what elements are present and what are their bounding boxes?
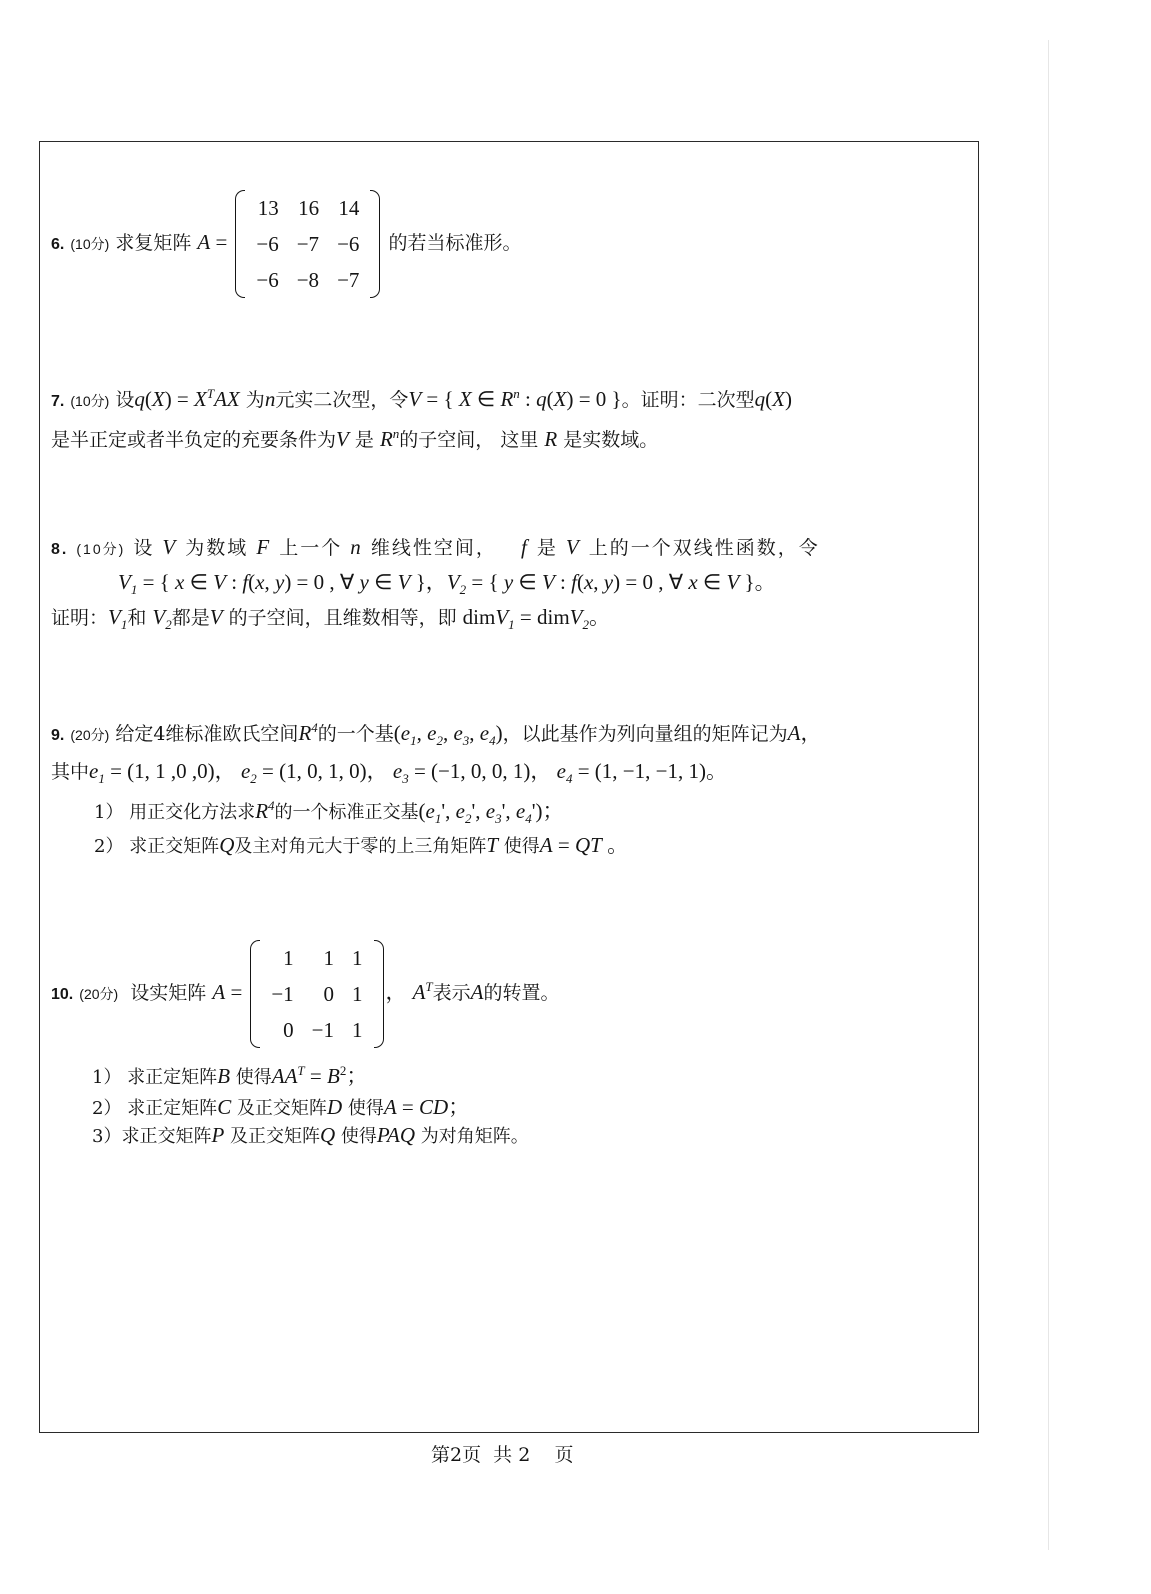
- q6-text: 求复矩阵: [115, 232, 192, 254]
- q10-text: 为对角矩阵。: [420, 1126, 529, 1147]
- question-number: 9.: [51, 727, 65, 744]
- q8-math: }。: [739, 570, 776, 594]
- q8-math: ∈: [184, 570, 214, 594]
- q9-math: $e_2$: [455, 799, 472, 827]
- q8-math: ∈: [368, 570, 398, 594]
- question-9-line-2: [51, 759, 727, 787]
- q10-text: 的转置。: [483, 982, 560, 1004]
- scan-edge-line: [1048, 40, 1049, 1550]
- q9-text: ，以此基作为列向量组的矩阵记为: [502, 723, 788, 745]
- q10-math: $AA^T$: [271, 1063, 305, 1088]
- q9-math: ,: [469, 721, 480, 745]
- matrix-entry: −8: [296, 268, 320, 292]
- q9-math: (: [393, 721, 401, 745]
- q9-math: ',: [471, 799, 486, 823]
- q10-text: 2） 求正定矩阵: [92, 1098, 218, 1119]
- q7-text: 是半正定或者半负定的充要条件为: [51, 429, 337, 451]
- q9-math: ,: [416, 721, 428, 745]
- q9-math: Q: [219, 833, 235, 857]
- q8-math: $V_2$: [446, 570, 467, 598]
- question-10: [51, 940, 559, 1048]
- q10-math: A: [212, 980, 226, 1004]
- q7-math: ): [784, 387, 792, 411]
- matrix-entry: 0: [323, 982, 335, 1006]
- q8-math: V: [397, 570, 411, 594]
- q8-math: ∈: [697, 570, 727, 594]
- question-points: (20分): [79, 986, 119, 1002]
- q8-math: ∈: [513, 570, 542, 594]
- q10-text: 使得: [347, 1098, 384, 1119]
- q8-math: ,: [593, 570, 604, 594]
- q8-math: x: [583, 570, 594, 594]
- q7-math: V: [336, 427, 349, 451]
- q7-math: q: [536, 387, 547, 411]
- q9-math: =: [552, 833, 575, 857]
- q8-math: f: [571, 570, 577, 594]
- question-9-item-2: [94, 829, 628, 859]
- q8-text: 都是: [171, 607, 210, 629]
- q8-math: 。: [589, 605, 610, 629]
- q9-math: QT: [574, 833, 602, 857]
- matrix-entry: 1: [352, 946, 363, 970]
- question-9-item-1: [94, 795, 564, 827]
- q9-text: 1） 用正交化方法求: [94, 802, 256, 823]
- exam-frame: [39, 141, 979, 1433]
- q9-math: 。: [601, 833, 629, 857]
- q7-math: ) =: [164, 387, 195, 411]
- q8-math: }，: [410, 570, 447, 594]
- matrix-entry: 1: [323, 946, 335, 970]
- q10-math: PAQ: [376, 1123, 416, 1147]
- q10-math: P: [211, 1123, 225, 1147]
- q8-text: 证明：: [51, 607, 109, 629]
- q8-math: ) = 0 , ∀: [613, 570, 689, 594]
- q10-math: B: [326, 1064, 340, 1088]
- matrix-entry: 1: [352, 982, 363, 1006]
- q8-math: y: [603, 570, 614, 594]
- matrix-entry: 0: [283, 1018, 294, 1042]
- q8-math: $V_2$: [152, 605, 172, 633]
- question-8-line-3: [51, 605, 610, 633]
- q10-math: C: [217, 1095, 232, 1119]
- q6-eq: =: [210, 230, 228, 254]
- q9-math: ',: [441, 799, 456, 823]
- matrix-a-q10: [248, 940, 385, 1048]
- q10-text: 使得: [340, 1126, 377, 1147]
- question-7: [51, 386, 792, 412]
- matrix-entry: −1: [271, 982, 294, 1006]
- q8-math: f: [520, 535, 529, 559]
- matrix-a-q6: [233, 190, 382, 298]
- q8-math: :: [554, 570, 572, 594]
- q8-text: 和: [127, 607, 153, 629]
- matrix-entry: −7: [337, 268, 360, 292]
- q7-math: ∈: [471, 387, 501, 411]
- q7-math: $X^TAX$: [194, 386, 240, 411]
- q8-math: y: [274, 570, 285, 594]
- q8-math: V: [213, 570, 226, 594]
- question-10-item-3: [92, 1122, 529, 1148]
- question-7-line-2: [51, 426, 658, 452]
- question-8-line-2: [118, 570, 776, 598]
- q8-math: V: [565, 535, 581, 559]
- q9-text: 其中: [51, 761, 90, 783]
- q10-math: A: [470, 980, 484, 1004]
- q7-text: 。证明：二次型: [621, 389, 755, 411]
- q8-math: $V_1$: [108, 605, 128, 633]
- q8-math: F: [256, 535, 272, 559]
- q10-text: 表示: [432, 982, 471, 1004]
- q10-text: 3）求正交矩阵: [92, 1126, 212, 1147]
- q10-text: 及正交矩阵: [236, 1098, 327, 1119]
- question-points: (10分): [76, 541, 126, 557]
- q8-text: 是: [536, 537, 558, 559]
- q9-math: = (1, 1 ,0 ,0)，: [104, 759, 241, 783]
- q9-math: $e_4$: [515, 799, 532, 827]
- question-9: [51, 720, 821, 749]
- q9-math: $e_2$: [240, 759, 257, 787]
- q7-math: (: [765, 387, 773, 411]
- q7-math: = {: [421, 387, 459, 411]
- q9-math: A: [787, 721, 801, 745]
- q6-math: A: [197, 230, 211, 254]
- matrix-entry: 16: [298, 196, 320, 220]
- q9-math: ,: [442, 721, 454, 745]
- q9-math: $e_3$: [485, 799, 502, 827]
- q9-math: T: [486, 833, 499, 857]
- q9-math: $R^4$: [298, 720, 318, 745]
- q10-math: A: [383, 1095, 397, 1119]
- q9-math: ')；: [531, 799, 564, 823]
- q8-math: ,: [264, 570, 275, 594]
- q10-text: 1） 求正定矩阵: [92, 1067, 218, 1088]
- q9-math: ',: [501, 799, 516, 823]
- q7-math: $R^n$: [500, 386, 520, 411]
- q10-text: 及正交矩阵: [230, 1126, 321, 1147]
- q10-text: 使得: [235, 1067, 272, 1088]
- question-points: (10分): [70, 393, 110, 409]
- q10-math: CD: [419, 1095, 449, 1119]
- q7-math: q: [754, 387, 766, 411]
- q9-text: 给定4维标准欧氏空间: [115, 723, 299, 745]
- q10-eq: =: [225, 980, 243, 1004]
- q10-math: =: [396, 1095, 420, 1119]
- q7-math: ) = 0 }: [566, 387, 622, 411]
- question-10-item-1: [92, 1060, 367, 1090]
- q8-math: :: [225, 570, 243, 594]
- q9-math: $e_3$: [392, 759, 409, 787]
- q8-math: (: [576, 570, 584, 594]
- q9-math: $e_1$: [89, 759, 105, 787]
- q7-text: 设: [115, 389, 135, 411]
- matrix-entry: 13: [257, 196, 279, 220]
- matrix-entry: −6: [337, 232, 360, 256]
- q9-math: ): [495, 721, 503, 745]
- q7-math: X: [553, 387, 567, 411]
- q8-text: 维线性空间，: [370, 537, 497, 559]
- q7-math: X: [151, 387, 165, 411]
- matrix-entry: 1: [352, 1018, 363, 1042]
- q10-math: $^2$；: [339, 1063, 368, 1088]
- q8-math: $V_1$: [495, 605, 515, 633]
- q7-math: (: [144, 387, 152, 411]
- q8-text: 设: [133, 537, 155, 559]
- q10-math: D: [326, 1095, 343, 1119]
- q10-math: Q: [320, 1123, 336, 1147]
- q8-text: 的子空间，且维数相等，即: [228, 607, 463, 629]
- q10-math: ；: [448, 1095, 470, 1119]
- q8-math: y: [359, 570, 369, 594]
- q9-math: $e_1$: [425, 799, 442, 827]
- q8-math: x: [688, 570, 698, 594]
- q7-text: 是: [354, 429, 374, 451]
- q8-math: = dim: [514, 605, 570, 629]
- q9-math: $e_2$: [427, 721, 443, 749]
- q9-math: = (1, −1, −1, 1)。: [572, 759, 727, 783]
- question-number: 7.: [51, 393, 65, 410]
- question-number: 10.: [51, 986, 74, 1003]
- q7-text: 为: [245, 389, 265, 411]
- matrix-entry: 1: [283, 946, 294, 970]
- q8-math: V: [541, 570, 555, 594]
- q10-math: ，: [385, 980, 407, 1004]
- question-points: (20分): [70, 727, 110, 743]
- q9-math: $R^4$: [255, 798, 275, 823]
- q8-math: = {: [466, 570, 504, 594]
- q10-math: =: [304, 1064, 327, 1088]
- question-10-item-2: [92, 1091, 469, 1121]
- q9-math: $e_3$: [453, 721, 470, 749]
- matrix-entry: −6: [256, 268, 279, 292]
- q7-math: q: [134, 387, 145, 411]
- q8-math: V: [162, 535, 178, 559]
- q9-math: A: [539, 833, 553, 857]
- q8-math: V: [209, 605, 223, 629]
- q7-math: V: [408, 387, 422, 411]
- q8-math: $V_1$: [118, 570, 138, 598]
- q9-math: (: [418, 799, 426, 823]
- question-number: 6.: [51, 236, 65, 253]
- q7-math: :: [519, 387, 537, 411]
- q8-math: y: [503, 570, 514, 594]
- matrix-entry: −7: [296, 232, 320, 256]
- q7-math: X: [458, 387, 472, 411]
- question-number: 8.: [51, 541, 69, 558]
- q10-text: 设实矩阵: [130, 982, 207, 1004]
- q8-math: (: [248, 570, 256, 594]
- q9-math: = (1, 0, 1, 0)，: [256, 759, 393, 783]
- q8-math: ) = 0 , ∀: [284, 570, 360, 594]
- matrix-entry: −1: [311, 1018, 335, 1042]
- q9-text: 2） 求正交矩阵: [94, 836, 220, 857]
- q7-text: 是实数域。: [557, 429, 659, 451]
- q8-text: 为数域: [185, 537, 249, 559]
- q9-text: 的一个标准正交基: [274, 802, 419, 823]
- question-6: [51, 190, 521, 298]
- q7-text: 的子空间， 这里: [399, 429, 539, 451]
- page-footer: 第2页 共 2 页: [431, 1444, 574, 1466]
- q7-text: 元实二次型，令: [275, 389, 409, 411]
- q8-math: x: [255, 570, 265, 594]
- q7-math: (: [546, 387, 554, 411]
- q8-math: $V_2$: [569, 605, 589, 633]
- q8-math: f: [242, 570, 249, 594]
- q8-math: V: [726, 570, 740, 594]
- q8-text: 上一个: [279, 537, 343, 559]
- q7-math: R: [544, 427, 558, 451]
- question-points: (10分): [70, 236, 110, 252]
- matrix-entry: −6: [256, 232, 279, 256]
- q9-text: 使得: [503, 836, 540, 857]
- q8-math: dim: [462, 605, 496, 629]
- q9-math: ，: [800, 721, 822, 745]
- q9-math: $e_1$: [400, 721, 417, 749]
- q8-math: n: [350, 535, 363, 559]
- q7-math: X: [772, 387, 785, 411]
- matrix-entry: 14: [338, 196, 360, 220]
- q9-math: $e_4$: [556, 759, 573, 787]
- q7-math: $R^n$: [379, 426, 400, 451]
- q8-math: = {: [137, 570, 176, 594]
- q9-text: 的一个基: [317, 723, 394, 745]
- q9-math: $e_4$: [479, 721, 496, 749]
- q8-math: x: [175, 570, 185, 594]
- q7-math: n: [264, 387, 276, 411]
- q9-text: 及主对角元大于零的上三角矩阵: [234, 836, 487, 857]
- q10-math: B: [217, 1064, 231, 1088]
- q6-text-end: 的若当标准形。: [388, 232, 522, 254]
- q10-math: $A^T$: [412, 979, 433, 1004]
- question-8: [51, 535, 820, 560]
- q8-text: 上的一个双线性函数，令: [588, 537, 820, 559]
- q9-math: = (−1, 0, 0, 1)，: [408, 759, 557, 783]
